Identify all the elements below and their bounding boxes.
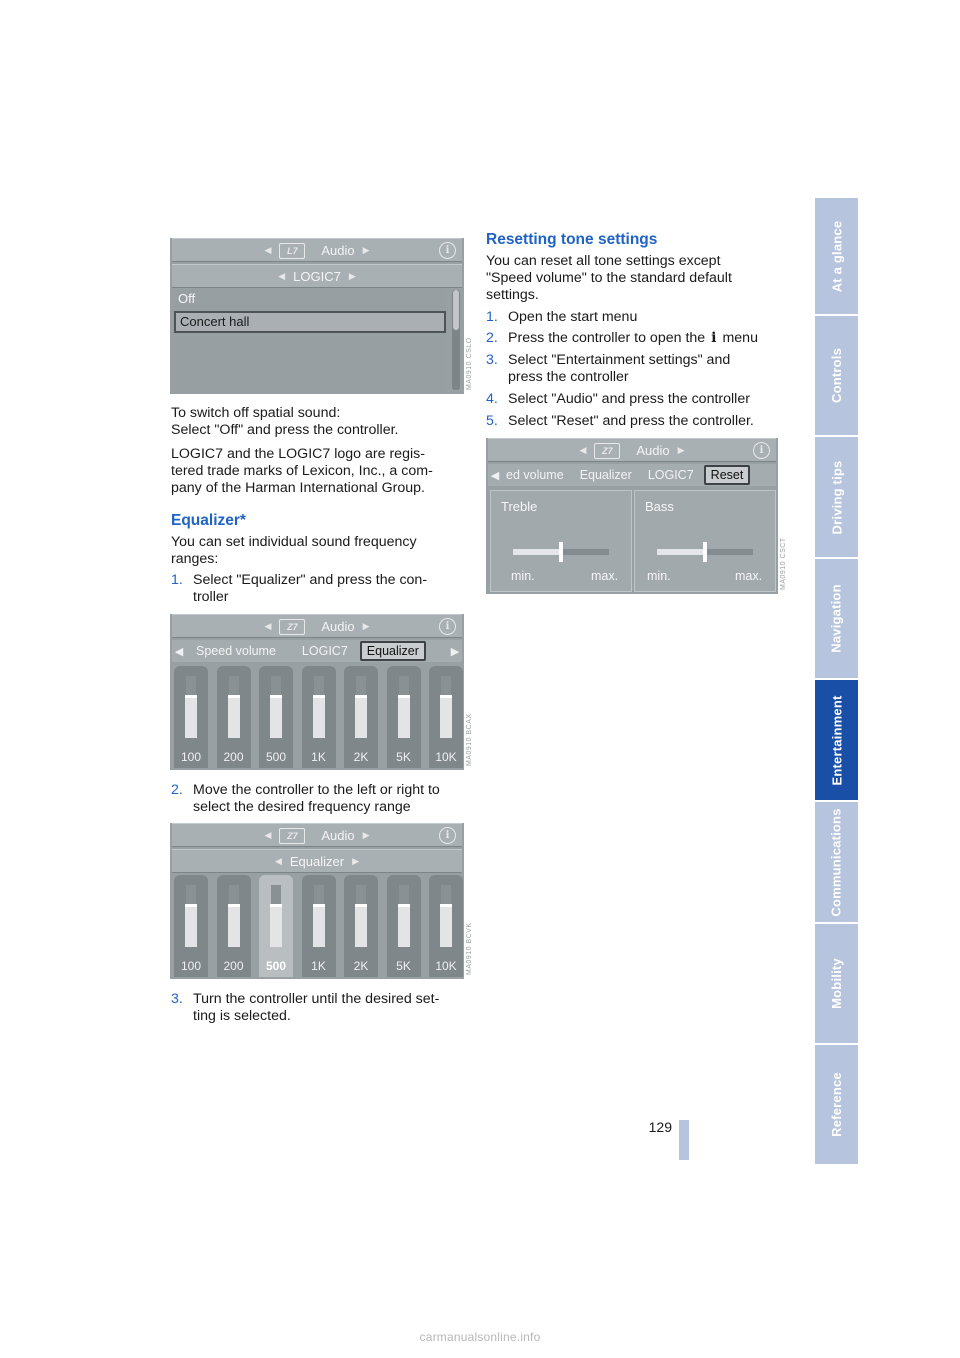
tab-mobility[interactable]: Mobility — [815, 924, 858, 1045]
info-icon: i — [439, 242, 456, 259]
eq-band-label: 100 — [180, 959, 202, 973]
eq-band-2k[interactable] — [344, 875, 378, 977]
eq-band-level — [440, 695, 452, 738]
eq-intro-line2: ranges: — [171, 551, 219, 567]
screen-subtitle-bar — [172, 264, 462, 288]
scroll-left-icon[interactable]: ◀ — [174, 646, 184, 658]
info-menu-icon: i — [711, 330, 717, 346]
tab-navigation[interactable]: Navigation — [815, 559, 858, 680]
tab-equalizer[interactable]: Equalizer — [360, 641, 426, 661]
switch-off-line2: Select "Off" and press the controller. — [171, 422, 399, 438]
menu-item-off[interactable]: Off — [178, 291, 196, 306]
equalizer-bands — [170, 662, 464, 770]
info-icon: i — [439, 618, 456, 635]
trademark-line2: tered trade marks of Lexicon, Inc., a com- — [171, 463, 433, 479]
eq-band-500[interactable] — [259, 875, 293, 977]
eq-band-level — [270, 904, 282, 947]
audio-tabs-row — [488, 464, 776, 486]
tab-entertainment[interactable]: Entertainment — [815, 680, 858, 802]
eq-band-label: 10K — [435, 750, 457, 764]
eq-band-1k[interactable] — [302, 875, 336, 977]
image-code: MA0910 CSLO — [466, 337, 473, 390]
logic7-logo-icon: L7 — [279, 243, 305, 259]
trademark-line3: pany of the Harman International Group. — [171, 480, 425, 496]
screenshot-equalizer-adjust — [170, 823, 464, 979]
eq-band-label: 5K — [396, 750, 411, 764]
image-code: MA0910 BCVK — [466, 922, 473, 975]
screen-title: Audio — [321, 618, 355, 634]
bass-panel — [634, 490, 776, 592]
image-code: MA0910 BCAX — [466, 713, 473, 766]
eq-band-label: 10K — [435, 959, 457, 973]
bass-title: Bass — [645, 499, 674, 514]
tab-equalizer[interactable]: Equalizer — [579, 468, 632, 482]
right-arrow-icon: ▶ — [362, 829, 370, 840]
info-icon: i — [753, 442, 770, 459]
left-arrow-icon: ◀ — [264, 620, 272, 631]
screen-title: Audio — [321, 827, 355, 843]
reset-intro-line2: "Speed volume" to the standard default — [486, 270, 732, 286]
left-arrow-icon: ◀ — [264, 244, 272, 255]
scroll-left-icon[interactable]: ◀ — [490, 470, 500, 482]
eq-band-1k[interactable] — [302, 666, 336, 768]
screen-title-bar — [172, 238, 462, 262]
eq-band-level — [398, 695, 410, 738]
eq-band-200[interactable] — [217, 666, 251, 768]
reset-intro-line1: You can reset all tone settings except — [486, 253, 721, 269]
eq-band-level — [355, 904, 367, 947]
audio-tabs-row — [172, 640, 462, 662]
scrollbar[interactable] — [452, 290, 460, 390]
left-arrow-icon: ◀ — [274, 855, 282, 866]
reset-heading: Resetting tone settings — [486, 231, 658, 248]
screen-title-bar — [488, 438, 776, 462]
eq-band-level — [440, 904, 452, 947]
screen-subtitle-bar — [172, 849, 462, 873]
screen-title: Audio — [636, 442, 670, 458]
eq-band-100[interactable] — [174, 875, 208, 977]
page-marker — [679, 1120, 689, 1160]
screenshot-logic7 — [170, 238, 464, 394]
tab-reference[interactable]: Reference — [815, 1045, 858, 1166]
treble-panel — [490, 490, 632, 592]
eq-band-label: 1K — [311, 750, 326, 764]
eq-band-5k[interactable] — [387, 875, 421, 977]
right-arrow-icon: ▶ — [677, 444, 685, 455]
bass-slider-knob[interactable] — [703, 542, 707, 562]
right-arrow-icon: ▶ — [362, 244, 370, 255]
treble-slider-fill — [513, 549, 561, 555]
eq-band-100[interactable] — [174, 666, 208, 768]
eq-band-level — [228, 904, 240, 947]
eq-band-5k[interactable] — [387, 666, 421, 768]
eq-band-label: 2K — [353, 959, 369, 973]
equalizer-heading: Equalizer* — [171, 512, 246, 529]
screenshot-equalizer-select — [170, 614, 464, 770]
left-arrow-icon: ◀ — [579, 444, 587, 455]
audio-logo-icon: Z7 — [594, 443, 620, 459]
equalizer-bands — [170, 871, 464, 979]
eq-band-level — [270, 695, 282, 738]
audio-logo-icon: Z7 — [279, 828, 305, 844]
tab-controls[interactable]: Controls — [815, 316, 858, 437]
eq-band-level — [355, 695, 367, 738]
eq-band-label: 200 — [223, 750, 244, 764]
eq-band-label: 1K — [311, 959, 326, 973]
reset-intro-line3: settings. — [486, 287, 539, 303]
watermark: carmanualsonline.info — [419, 1330, 541, 1344]
screen-title: Audio — [321, 242, 355, 258]
eq-band-level — [228, 695, 240, 738]
side-tabs — [815, 198, 858, 1166]
image-code: MA0910 CSCT — [780, 537, 787, 590]
treble-min-label: min. — [511, 569, 535, 583]
treble-slider-knob[interactable] — [559, 542, 563, 562]
tab-communications[interactable]: Communications — [815, 802, 858, 924]
screenshot-reset — [486, 438, 778, 594]
switch-off-line1: To switch off spatial sound: — [171, 405, 341, 421]
tab-speed-volume[interactable]: Speed volume — [196, 644, 276, 658]
page-number: 129 — [648, 1119, 672, 1135]
tab-at-a-glance[interactable]: At a glance — [815, 198, 858, 316]
eq-intro-line1: You can set individual sound frequency — [171, 534, 417, 550]
screen-subtitle: Equalizer — [289, 853, 345, 869]
scroll-right-icon[interactable]: ▶ — [450, 646, 460, 658]
eq-band-label: 500 — [265, 959, 287, 973]
tab-reset[interactable]: Reset — [704, 465, 751, 485]
menu-item-concert-hall[interactable]: Concert hall — [174, 311, 446, 333]
eq-band-level — [185, 695, 197, 738]
eq-band-level — [313, 904, 325, 947]
eq-band-500[interactable] — [259, 666, 293, 768]
menu-list — [172, 289, 446, 392]
left-arrow-icon: ◀ — [264, 829, 272, 840]
bass-max-label: max. — [735, 569, 763, 583]
eq-band-level — [185, 904, 197, 947]
eq-band-10k[interactable] — [429, 875, 463, 977]
eq-band-level — [313, 695, 325, 738]
info-icon: i — [439, 827, 456, 844]
eq-band-label: 500 — [265, 750, 287, 764]
eq-band-10k[interactable] — [429, 666, 463, 768]
tab-speed-volume[interactable]: ed volume — [506, 468, 564, 482]
screen-title-bar — [172, 823, 462, 847]
eq-band-2k[interactable] — [344, 666, 378, 768]
right-arrow-icon: ▶ — [348, 270, 356, 281]
tab-driving-tips[interactable]: Driving tips — [815, 437, 858, 559]
eq-band-label: 5K — [396, 959, 411, 973]
bass-slider-fill — [657, 549, 705, 555]
bass-min-label: min. — [647, 569, 671, 583]
right-arrow-icon: ▶ — [362, 620, 370, 631]
eq-band-label: 100 — [180, 750, 202, 764]
left-arrow-icon: ◀ — [278, 270, 286, 281]
treble-title: Treble — [501, 499, 538, 514]
eq-band-label: 200 — [223, 959, 244, 973]
screen-title-bar — [172, 614, 462, 638]
treble-max-label: max. — [591, 569, 619, 583]
trademark-line1: LOGIC7 and the LOGIC7 logo are regis- — [171, 446, 425, 462]
screen-subtitle: LOGIC7 — [293, 268, 341, 284]
right-arrow-icon: ▶ — [352, 855, 360, 866]
audio-logo-icon: Z7 — [279, 619, 305, 635]
eq-band-200[interactable] — [217, 875, 251, 977]
tab-logic7[interactable]: LOGIC7 — [301, 644, 348, 658]
eq-band-level — [398, 904, 410, 947]
tab-logic7[interactable]: LOGIC7 — [647, 468, 694, 482]
eq-band-label: 2K — [353, 750, 369, 764]
